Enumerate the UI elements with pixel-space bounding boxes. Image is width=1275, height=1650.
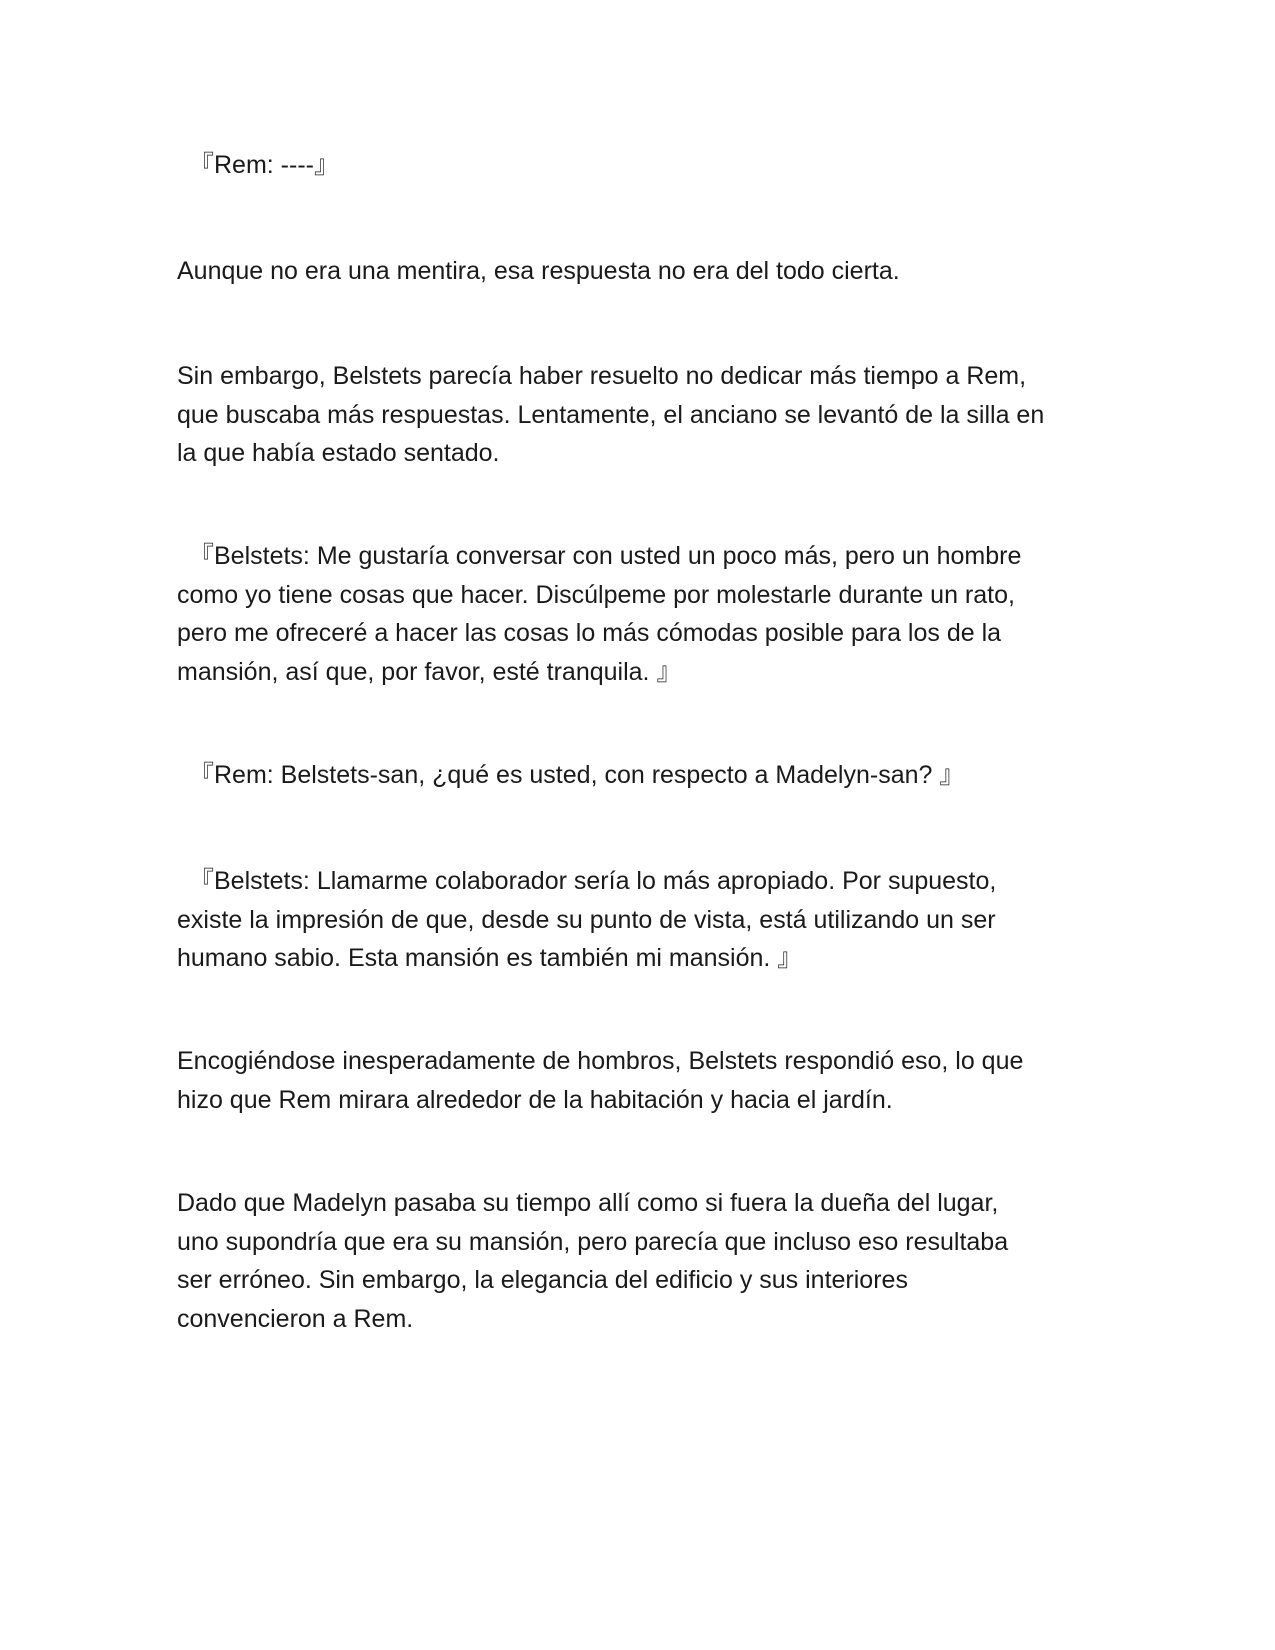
- narration-paragraph: [177, 252, 1097, 291]
- text-line: la que había estado sentado.: [177, 439, 500, 467]
- text-line: existe la impresión de que, desde su punto de vista, está utilizando un ser: [177, 905, 996, 934]
- text-line: 『Rem: ----』: [189, 151, 339, 179]
- text-line: 『Belstets: Llamarme colaborador sería lo más apropiado. Por supuesto,: [189, 867, 997, 895]
- dialogue-belstets-2: [177, 862, 1097, 978]
- text-line: mansión, así que, por favor, esté tranquila. 』: [177, 657, 682, 686]
- dialogue-rem-silence: [177, 146, 1097, 185]
- text-line: Sin embargo, Belstets parecía haber resuelto no dedicar más tiempo a Rem,: [177, 362, 1027, 390]
- dialogue-belstets-1: [177, 537, 1097, 691]
- text-line: 『Belstets: Me gustaría conversar con usted un poco más, pero un hombre: [189, 542, 1022, 570]
- narration-paragraph: [177, 357, 1097, 473]
- text-line: uno supondría que era su mansión, pero parecía que incluso eso resultaba: [177, 1227, 1009, 1256]
- text-line: Aunque no era una mentira, esa respuesta no era del todo cierta.: [177, 257, 900, 285]
- text-line: hizo que Rem mirara alrededor de la habitación y hacia el jardín.: [177, 1085, 893, 1114]
- narration-paragraph: [177, 1042, 1097, 1119]
- narration-paragraph: [177, 1184, 1097, 1338]
- text-line: como yo tiene cosas que hacer. Discúlpeme por molestarle durante un rato,: [177, 580, 1015, 609]
- text-line: convencieron a Rem.: [177, 1304, 414, 1333]
- text-line: pero me ofreceré a hacer las cosas lo más cómodas posible para los de la: [177, 619, 1002, 647]
- text-line: Dado que Madelyn pasaba su tiempo allí como si fuera la dueña del lugar,: [177, 1189, 999, 1217]
- text-line: 『Rem: Belstets-san, ¿qué es usted, con respecto a Madelyn-san? 』: [189, 761, 965, 789]
- text-line: ser erróneo. Sin embargo, la elegancia del edificio y sus interiores: [177, 1266, 908, 1294]
- text-line: Encogiéndose inesperadamente de hombros, Belstets respondió eso, lo que: [177, 1047, 1024, 1075]
- text-line: que buscaba más respuestas. Lentamente, el anciano se levantó de la silla en: [177, 400, 1045, 429]
- text-line: humano sabio. Esta mansión es también mi mansión. 』: [177, 944, 803, 972]
- dialogue-rem-question: [177, 756, 1097, 795]
